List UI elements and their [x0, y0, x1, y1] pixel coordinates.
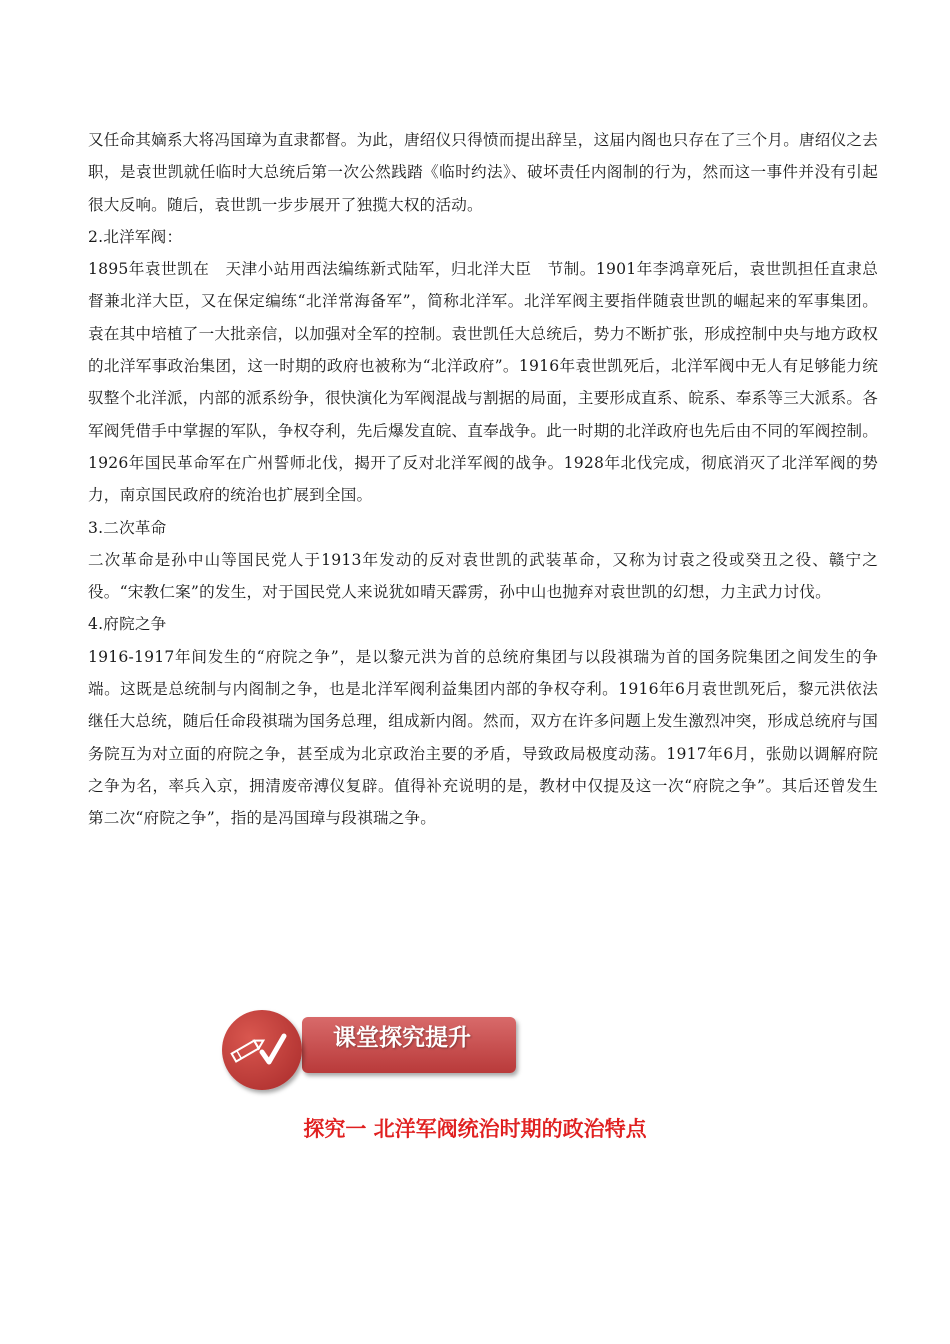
heading-beiyang: 2.北洋军阀：	[88, 227, 183, 246]
document-body	[88, 124, 878, 835]
paragraph-second-revolution: 二次革命是孙中山等国民党人于1913年发动的反对袁世凯的武装革命，又称为讨袁之役或癸丑之役、赣宁之役。“宋教仁案”的发生，对于国民党人来说犹如晴天霹雳，孙中山也抛弃对袁世凯的幻想，力主武力讨伐。	[88, 550, 878, 602]
paragraph-fuyuan: 1916-1917年间发生的“府院之争”，是以黎元洪为首的总统府集团与以段祺瑞为首的国务院集团之间发生的争端。这既是总统制与内阁制之争，也是北洋军阀利益集团内部的争权夺利。1916年6月袁世凯死后，黎元洪依法继任大总统，随后任命段祺瑞为国务总理，组成新内阁。然而，双方在许多问题上发生激烈冲突，形成总统府与国务院互为对立面的府院之争，甚至成为北京政治主要的矛盾，导致政局极度动荡。1917年6月，张勋以调解府院之争为名，率兵入京，拥清废帝溥仪复辟。值得补充说明的是，教材中仅提及这一次“府院之争”。其后还曾发生第二次“府院之争”，指的是冯国璋与段祺瑞之争。	[88, 647, 878, 828]
banner-label: 课堂探究提升	[333, 1025, 471, 1051]
heading-second-revolution: 3.二次革命	[88, 518, 167, 537]
paragraph-intro: 又任命其嫡系大将冯国璋为直隶都督。为此，唐绍仪只得愤而提出辞呈，这届内阁也只存在了三个月。唐绍仪之去职，是袁世凯就任临时大总统后第一次公然践踏《临时约法》、破坏责任内阁制的行为，然而这一事件并没有引起很大反响。随后，袁世凯一步步展开了独揽大权的活动。	[88, 131, 878, 214]
pencil-check-icon	[222, 1010, 302, 1090]
paragraph-beiyang: 1895年袁世凯在 天津小站用西法编练新式陆军，归北洋大臣 节制。1901年李鸿章死后，袁世凯担任直隶总督兼北洋大臣，又在保定编练“北洋常海备军”，简称北洋军。北洋军阀主要指伴随袁世凯的崛起来的军事集团。袁在其中培植了一大批亲信，以加强对全军的控制。袁世凯任大总统后，势力不断扩张，形成控制中央与地方政权的北洋军事政治集团，这一时期的政府也被称为“北洋政府”。1916年袁世凯死后，北洋军阀中无人有足够能力统驭整个北洋派，内部的派系纷争，很快演化为军阀混战与割据的局面，主要形成直系、皖系、奉系等三大派系。各军阀凭借手中掌握的军队，争权夺利，先后爆发直皖、直奉战争。此一时期的北洋政府也先后由不同的军阀控制。1926年国民革命军在广州誓师北伐，揭开了反对北洋军阀的战争。1928年北伐完成，彻底消灭了北洋军阀的势力，南京国民政府的统治也扩展到全国。	[88, 260, 878, 505]
heading-fuyuan: 4.府院之争	[88, 615, 167, 634]
section-banner	[222, 1010, 522, 1104]
banner-bar	[302, 1017, 516, 1073]
section-title: 探究一 北洋军阀统治时期的政治特点	[303, 1117, 647, 1141]
